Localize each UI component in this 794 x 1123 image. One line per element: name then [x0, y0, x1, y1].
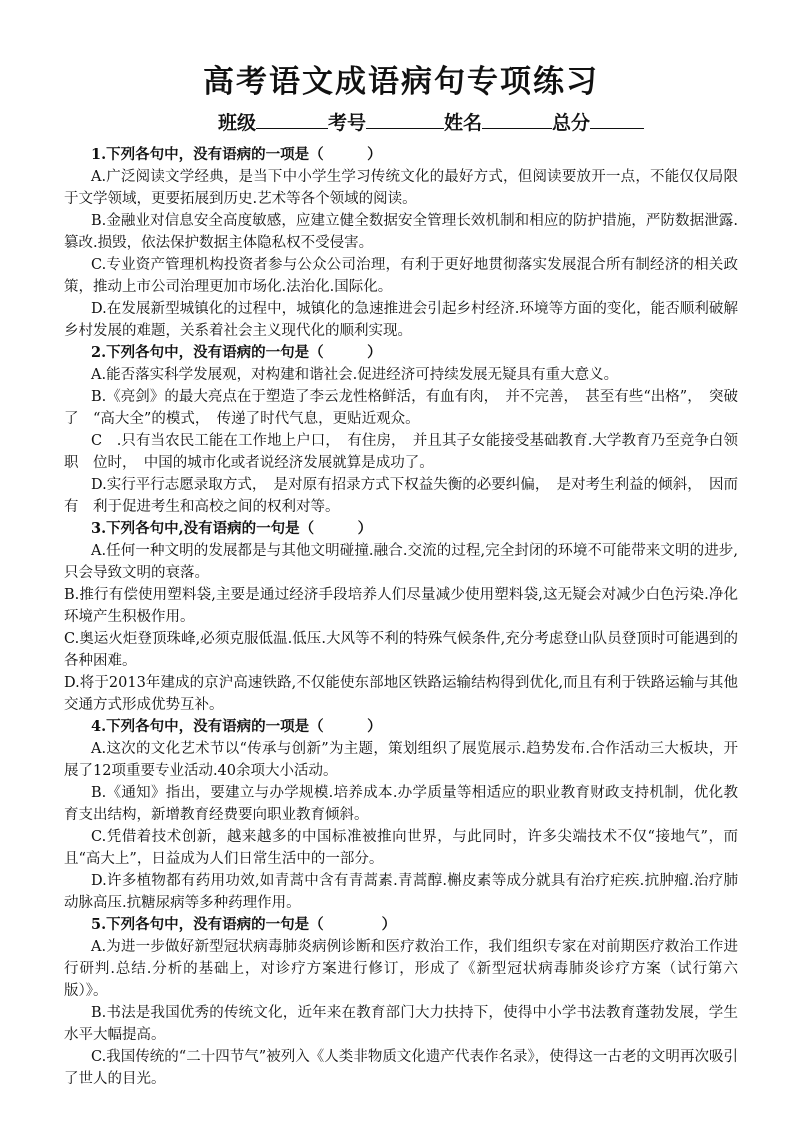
option-c: C.我国传统的“二十四节气”被列入《人类非物质文化遗产代表作名录》，使得这一古老的文明再次吸引了世人的目光。 [64, 1049, 738, 1087]
score-blank[interactable] [590, 110, 644, 129]
question-stem: 1.下列各句中，没有语病的一项是（ ） [91, 146, 382, 163]
option-a: A.广泛阅读文学经典，是当下中小学生学习传统文化的最好方式，但阅读要放开一点，不能仅仅局限于文学领域，更要拓展到历史.艺术等各个领域的阅读。 [64, 169, 738, 207]
name-label: 姓名 [444, 112, 483, 134]
option-d: D.实行平行志愿录取方式， 是对原有招录方式下权益失衡的必要纠偏， 是对考生利益的倾斜， 因而有 利于促进考生和高校之间的权利对等。 [64, 477, 738, 515]
question-2 [64, 342, 738, 518]
option-c: C.奥运火炬登顶珠峰,必须克服低温.低压.大风等不利的特殊气候条件,充分考虑登山队员登顶时可能遇到的各种困难。 [64, 631, 738, 669]
option-c: C .只有当农民工能在工作地上户口， 有住房， 并且其子女能接受基础教育.大学教育乃至竞争白领职 位时， 中国的城市化或者说经济发展就算是成功了。 [64, 433, 738, 471]
class-blank[interactable] [256, 110, 328, 129]
question-stem: 5.下列各句中，没有语病的一句是（ ） [91, 916, 397, 933]
question-4 [64, 716, 738, 914]
question-1 [64, 144, 738, 342]
question-5 [64, 914, 738, 1090]
number-blank[interactable] [366, 110, 444, 129]
question-stem: 4.下列各句中，没有语病的一项是（ ） [91, 718, 382, 735]
option-b: B.金融业对信息安全高度敏感，应建立健全数据安全管理长效机制和相应的防护措施，严防数据泄露.篡改.损毁，依法保护数据主体隐私权不受侵害。 [64, 213, 738, 251]
option-c: C.专业资产管理机构投资者参与公众公司治理，有利于更好地贯彻落实发展混合所有制经济的相关政策，推动上市公司治理更加市场化.法治化.国际化。 [64, 257, 738, 295]
name-blank[interactable] [482, 110, 552, 129]
option-d: D.将于2013年建成的京沪高速铁路,不仅能使东部地区铁路运输结构得到优化,而且有利于铁路运输与其他交通方式形成优势互补。 [64, 675, 738, 713]
option-c: C.凭借着技术创新，越来越多的中国标准被推向世界，与此同时，许多尖端技术不仅“接地气”，而且“高大上”，日益成为人们日常生活中的一部分。 [64, 829, 738, 867]
page-title: 高考语文成语病句专项练习 [203, 64, 599, 100]
question-stem: 2.下列各句中，没有语病的一句是（ ） [91, 344, 382, 361]
option-a: A.这次的文化艺术节以“传承与创新”为主题，策划组织了展览展示.趋势发布.合作活动三大板块，开展了12项重要专业活动.40余项大小活动。 [64, 741, 738, 779]
option-b: B.书法是我国优秀的传统文化，近年来在教育部门大力扶持下，使得中小学书法教育蓬勃发展，学生水平大幅提高。 [64, 1005, 738, 1043]
option-d: D.在发展新型城镇化的过程中，城镇化的急速推进会引起乡村经济.环境等方面的变化，能否顺利破解乡村发展的难题，关系着社会主义现代化的顺利实现。 [64, 301, 738, 339]
option-b: B.《亮剑》的最大亮点在于塑造了李云龙性格鲜活，有血有肉， 并不完善， 甚至有些“出格”， 突破了 “高大全”的模式， 传递了时代气息，更贴近观众。 [64, 389, 738, 427]
option-b: B.《通知》指出，要建立与办学规模.培养成本.办学质量等相适应的职业教育财政支持机制，优化教育支出结构，新增教育经费要向职业教育倾斜。 [64, 785, 738, 823]
student-info-line [124, 110, 738, 136]
question-3 [64, 518, 738, 716]
option-d: D.许多植物都有药用功效,如青蒿中含有青蒿素.青蒿醇.槲皮素等成分就具有治疗疟疾.抗肿瘤.治疗肺动脉高压.抗糖尿病等多种药理作用。 [64, 873, 738, 911]
option-b: B.推行有偿使用塑料袋,主要是通过经济手段培养人们尽量减少使用塑料袋,这无疑会对减少白色污染.净化环境产生积极作用。 [64, 587, 738, 625]
question-stem: 3.下列各句中,没有语病的一句是（ ） [91, 520, 373, 537]
option-a: A.为进一步做好新型冠状病毒肺炎病例诊断和医疗救治工作，我们组织专家在对前期医疗救治工作进行研判.总结.分析的基础上，对诊疗方案进行修订，形成了《新型冠状病毒肺炎诊疗方案（试行第六版）》。 [64, 939, 738, 999]
score-label: 总分 [552, 112, 591, 134]
option-a: A.能否落实科学发展观，对构建和谐社会.促进经济可持续发展无疑具有重大意义。 [91, 367, 619, 383]
option-a: A.任何一种文明的发展都是与其他文明碰撞.融合.交流的过程,完全封闭的环境不可能带来文明的进步,只会导致文明的衰落。 [64, 543, 738, 581]
number-label: 考号 [327, 112, 366, 134]
class-label: 班级 [217, 112, 256, 134]
